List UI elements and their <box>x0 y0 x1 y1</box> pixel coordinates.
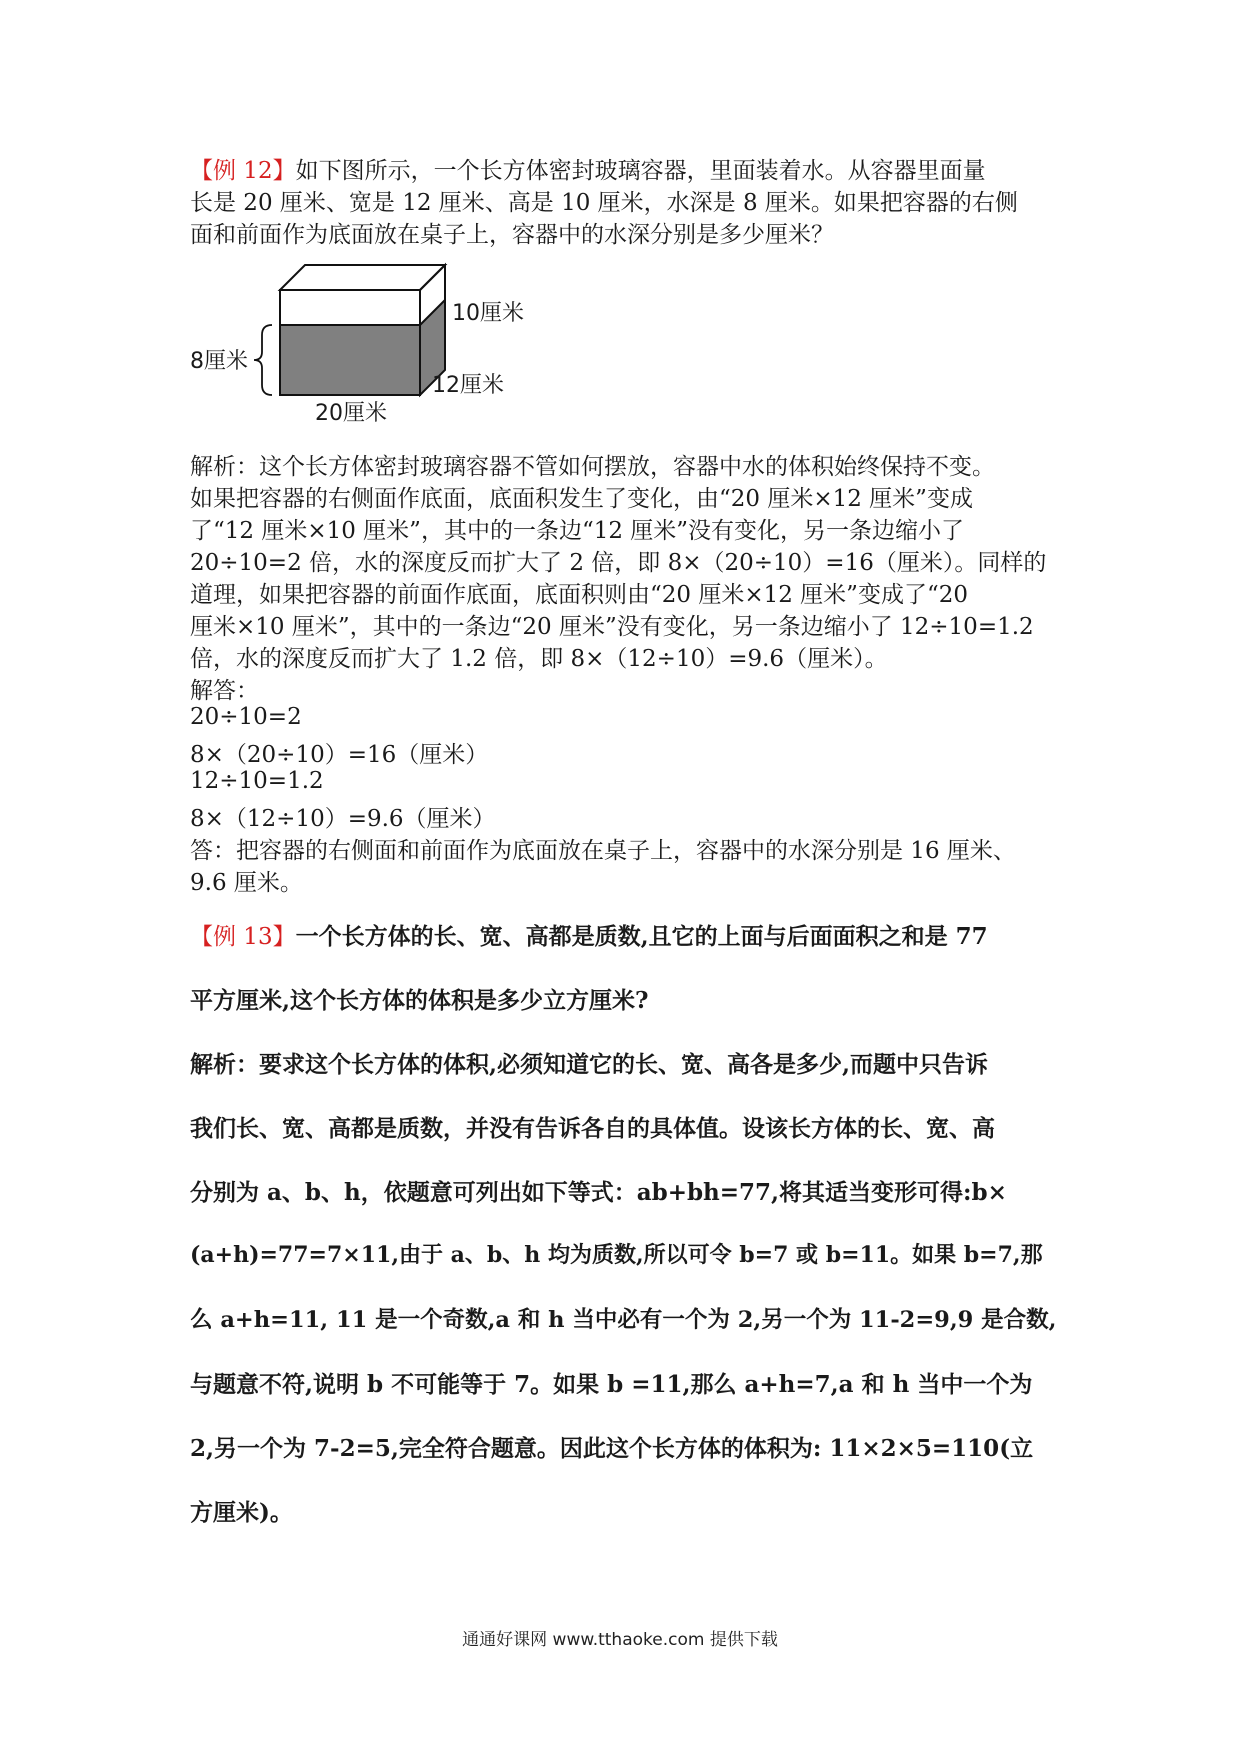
question-line: 【例 13】一个长方体的长、宽、高都是质数,且它的上面与后面面积之和是 77 <box>190 923 988 950</box>
solution-line: 20÷10=2 <box>190 704 302 730</box>
question-line: 【例 12】如下图所示，一个长方体密封玻璃容器，里面装着水。从容器里面量 <box>190 158 986 184</box>
analysis-line: 分别为 a、b、h，依题意可列出如下等式：ab+bh=77,将其适当变形可得:b× <box>190 1179 1007 1206</box>
analysis-line: 我们长、宽、高都是质数，并没有告诉各自的具体值。设该长方体的长、宽、高 <box>190 1115 995 1142</box>
top-face <box>280 265 445 290</box>
label-water-depth: 8厘米 <box>190 349 248 374</box>
solution-line: 8×（20÷10）=16（厘米） <box>190 742 489 768</box>
answer-line: 9.6 厘米。 <box>190 870 303 896</box>
container-figure <box>190 260 550 430</box>
question-line: 面和前面作为底面放在桌子上，容器中的水深分别是多少厘米？ <box>190 222 834 248</box>
analysis-line: 解析：要求这个长方体的体积,必须知道它的长、宽、高各是多少,而题中只告诉 <box>190 1051 989 1078</box>
question-line: 长是 20 厘米、宽是 12 厘米、高是 10 厘米，水深是 8 厘米。如果把容器的右侧 <box>190 190 1018 216</box>
analysis-line: 了“12 厘米×10 厘米”，其中的一条边“12 厘米”没有变化，另一条边缩小了 <box>190 518 965 544</box>
solution-heading: 解答： <box>190 678 259 704</box>
analysis-line: (a+h)=77=7×11,由于 a、b、h 均为质数,所以可令 b=7 或 b=11。如果 b=7,那 <box>190 1242 1043 1268</box>
example-tag: 【例 13】 <box>190 924 296 950</box>
example-tag: 【例 12】 <box>190 158 296 184</box>
solution-line: 12÷10=1.2 <box>190 768 324 794</box>
analysis-line: 厘米×10 厘米”，其中的一条边“20 厘米”没有变化，另一条边缩小了 12÷10=1.2 <box>190 614 1034 640</box>
analysis-line: 与题意不符,说明 b 不可能等于 7。如果 b =11,那么 a+h=7,a 和 h 当中一个为 <box>190 1371 1033 1398</box>
water-front <box>280 325 420 395</box>
analysis-line: 方厘米)。 <box>190 1499 293 1526</box>
label-height: 10厘米 <box>452 301 524 326</box>
analysis-line: 20÷10=2 倍，水的深度反而扩大了 2 倍，即 8×（20÷10）=16（厘米）。同样的 <box>190 550 1047 576</box>
solution-line: 8×（12÷10）=9.6（厘米） <box>190 806 496 832</box>
brace <box>254 325 272 395</box>
analysis-line: 解析：这个长方体密封玻璃容器不管如何摆放，容器中水的体积始终保持不变。 <box>190 454 995 480</box>
analysis-line: 么 a+h=11, 11 是一个奇数,a 和 h 当中必有一个为 2,另一个为 11-2=9,9 是合数, <box>190 1307 1057 1333</box>
analysis-line: 如果把容器的右侧面作底面，底面积发生了变化，由“20 厘米×12 厘米”变成 <box>190 486 973 512</box>
label-width: 12厘米 <box>432 373 504 398</box>
footer: 通通好课网 www.tthaoke.com 提供下载 <box>462 1630 778 1650</box>
analysis-line: 倍，水的深度反而扩大了 1.2 倍，即 8×（12÷10）=9.6（厘米）。 <box>190 646 888 672</box>
analysis-line: 道理，如果把容器的前面作底面，底面积则由“20 厘米×12 厘米”变成了“20 <box>190 582 968 608</box>
analysis-line: 2,另一个为 7-2=5,完全符合题意。因此这个长方体的体积为: 11×2×5=110(立 <box>190 1435 1034 1462</box>
question-line: 平方厘米,这个长方体的体积是多少立方厘米? <box>190 987 649 1014</box>
label-length: 20厘米 <box>315 401 387 426</box>
answer-line: 答：把容器的右侧面和前面作为底面放在桌子上，容器中的水深分别是 16 厘米、 <box>190 838 1016 864</box>
